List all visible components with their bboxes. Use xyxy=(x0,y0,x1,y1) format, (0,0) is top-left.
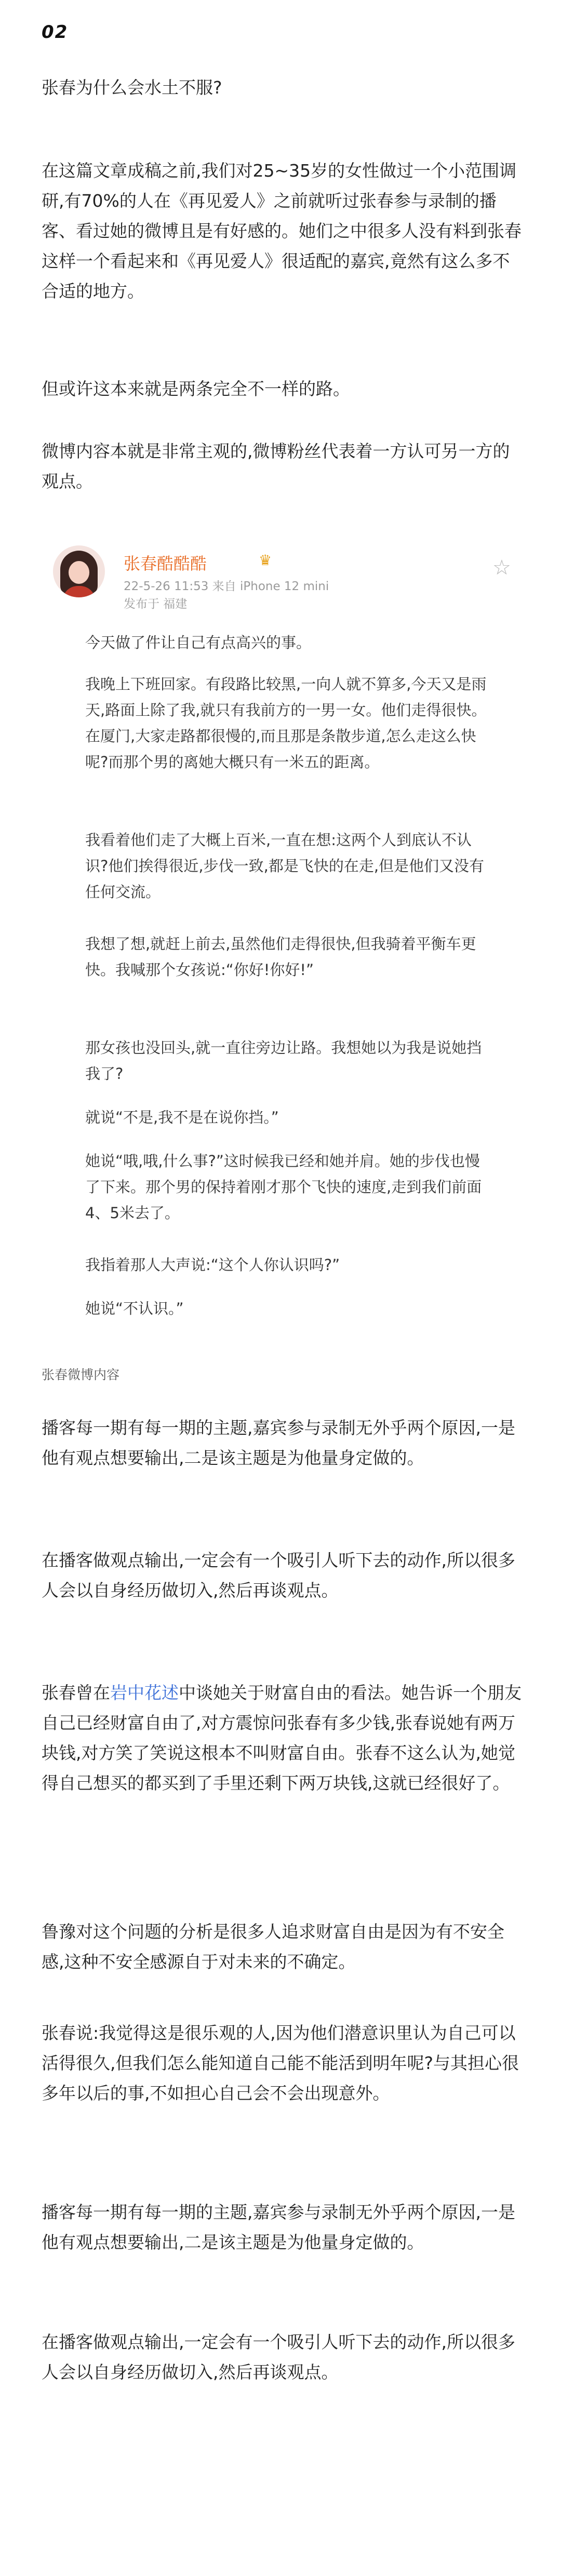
post-paragraph: 就说“不是,我不是在说你挡。” xyxy=(85,1109,279,1126)
body-paragraph: 在播客做观点输出,一定会有一个吸引人听下去的动作,所以很多人会以自身经历做切入,然后再谈观点。 xyxy=(42,1550,515,1600)
post-paragraph: 那女孩也没回头,就一直往旁边让路。我想她以为我是说她挡我了? xyxy=(85,1039,482,1083)
post-meta: 22-5-26 11:53 来自 iPhone 12 mini xyxy=(124,580,329,593)
body-paragraph: 在播客做观点输出,一定会有一个吸引人听下去的动作,所以很多人会以自身经历做切入,然后再谈观点。 xyxy=(42,2332,515,2382)
body-paragraph: 张春说:我觉得这是很乐观的人,因为他们潜意识里认为自己可以活得很久,但我们怎么能知道自己能不能活到明年呢?与其担心很多年以后的事,不如担心自己会不会出现意外。 xyxy=(42,2023,519,2103)
post-location: 发布于 福建 xyxy=(124,597,188,611)
podcast-link[interactable]: 岩中花述 xyxy=(110,1683,179,1703)
section-number: 02 xyxy=(42,22,69,43)
body-text: 中谈她关于财富自由的看法。她告诉一个朋友自己已经财富自由了,对方震惊问张春有多少钱,张春说她有两万块钱,对方笑了笑说这根本不叫财富自由。张春不这么认为,她觉得自己想买的都买到了手里还剩下两万块钱,这就已经很好了。 xyxy=(42,1683,522,1793)
post-paragraph: 我晚上下班回家。有段路比较黑,一向人就不算多,今天又是雨天,路面上除了我,就只有我前方的一男一女。他们走得很快。在厦门,大家走路都很慢的,而且那是条散步道,怎么走这么快呢?而那个男的离她大概只有一米五的距离。 xyxy=(85,675,487,771)
post-paragraph: 她说“不认识。” xyxy=(85,1300,184,1317)
post-paragraph: 我看着他们走了大概上百米,一直在想:这两个人到底认不认识?他们挨得很近,步伐一致,都是飞快的在走,但是他们又没有任何交流。 xyxy=(85,831,485,901)
intro-paragraph: 但或许这本来就是两条完全不一样的路。 xyxy=(42,379,350,399)
body-text: 张春曾在 xyxy=(42,1683,110,1703)
section-heading: 张春为什么会水土不服? xyxy=(42,77,222,98)
crown-icon: ♛ xyxy=(259,552,272,569)
body-paragraph: 鲁豫对这个问题的分析是很多人追求财富自由是因为有不安全感,这种不安全感源自于对未来的不确定。 xyxy=(42,1921,504,1972)
avatar[interactable] xyxy=(53,545,105,597)
image-caption: 张春微博内容 xyxy=(42,1367,120,1382)
weibo-post-card xyxy=(42,525,525,1356)
body-paragraph: 播客每一期有每一期的主题,嘉宾参与录制无外乎两个原因,一是他有观点想要输出,二是该主题是为他量身定做的。 xyxy=(42,2202,515,2252)
post-paragraph: 我指着那人大声说:“这个人你认识吗?” xyxy=(85,1256,340,1274)
body-paragraph xyxy=(42,1678,525,1798)
star-icon[interactable]: ☆ xyxy=(492,556,511,580)
post-paragraph: 我想了想,就赶上前去,虽然他们走得很快,但我骑着平衡车更快。我喊那个女孩说:“你好!你好!” xyxy=(85,935,476,979)
post-paragraph: 她说“哦,哦,什么事?”这时候我已经和她并肩。她的步伐也慢了下来。那个男的保持着刚才那个飞快的速度,走到我们前面4、5米去了。 xyxy=(85,1152,482,1222)
body-paragraph: 播客每一期有每一期的主题,嘉宾参与录制无外乎两个原因,一是他有观点想要输出,二是该主题是为他量身定做的。 xyxy=(42,1418,515,1468)
intro-paragraph: 在这篇文章成稿之前,我们对25~35岁的女性做过一个小范围调研,有70%的人在《再见爱人》之前就听过张春参与录制的播客、看过她的微博且是有好感的。她们之中很多人没有料到张春这样一个看起来和《再见爱人》很适配的嘉宾,竟然有这么多不合适的地方。 xyxy=(42,161,522,301)
weibo-username[interactable]: 张春酷酷酷 xyxy=(124,554,207,573)
post-paragraph: 今天做了件让自己有点高兴的事。 xyxy=(85,634,312,651)
intro-paragraph: 微博内容本就是非常主观的,微博粉丝代表着一方认可另一方的观点。 xyxy=(42,441,510,491)
